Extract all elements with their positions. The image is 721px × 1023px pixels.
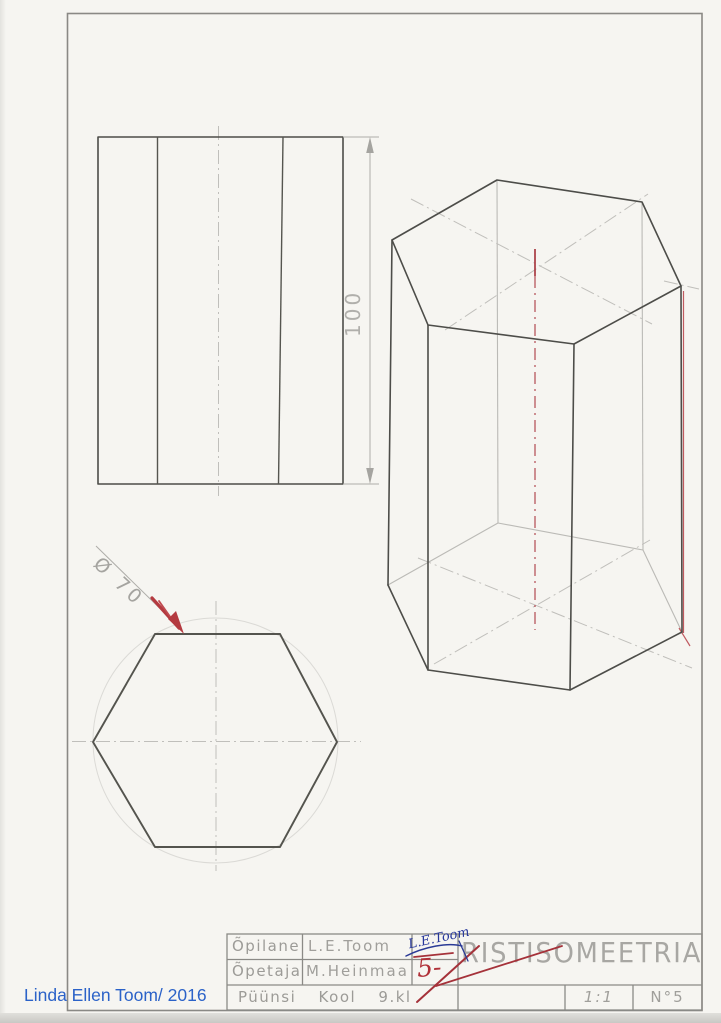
hexagon-outline (93, 634, 337, 847)
front-view (98, 126, 379, 496)
drawing-title: RISTISOMEETRIA (461, 936, 703, 969)
grade-red: 5- (416, 952, 443, 983)
sheet-number: N°5 (650, 988, 685, 1006)
student-label: Õpilane (232, 937, 301, 955)
prism-top-face (392, 180, 681, 344)
scan-edge-left (0, 0, 6, 1023)
teacher-label: Õpetaja (232, 962, 302, 980)
dimension-arrow-bottom (366, 468, 374, 484)
height-dimension: 100 (341, 289, 365, 337)
signature-blue: L.E.Toom (407, 924, 471, 953)
dimension-arrow-top (366, 137, 374, 153)
diameter-dimension: Ø 70 (88, 553, 149, 611)
prism-bottom-edges (388, 585, 682, 690)
scan-edge-bottom (0, 1013, 721, 1023)
sheet-frame (68, 14, 703, 1011)
isometric-view (388, 180, 699, 690)
student-name: L.E.Toom (308, 937, 391, 955)
top-view (72, 546, 361, 871)
red-leader-arrow (152, 598, 184, 634)
author-credit: Linda Ellen Toom/ 2016 (24, 985, 207, 1005)
school-row: Püünsi Kool 9.kl (238, 988, 412, 1006)
teacher-name: M.Heinmaa (306, 962, 409, 980)
scale-value: 1:1 (583, 988, 615, 1006)
